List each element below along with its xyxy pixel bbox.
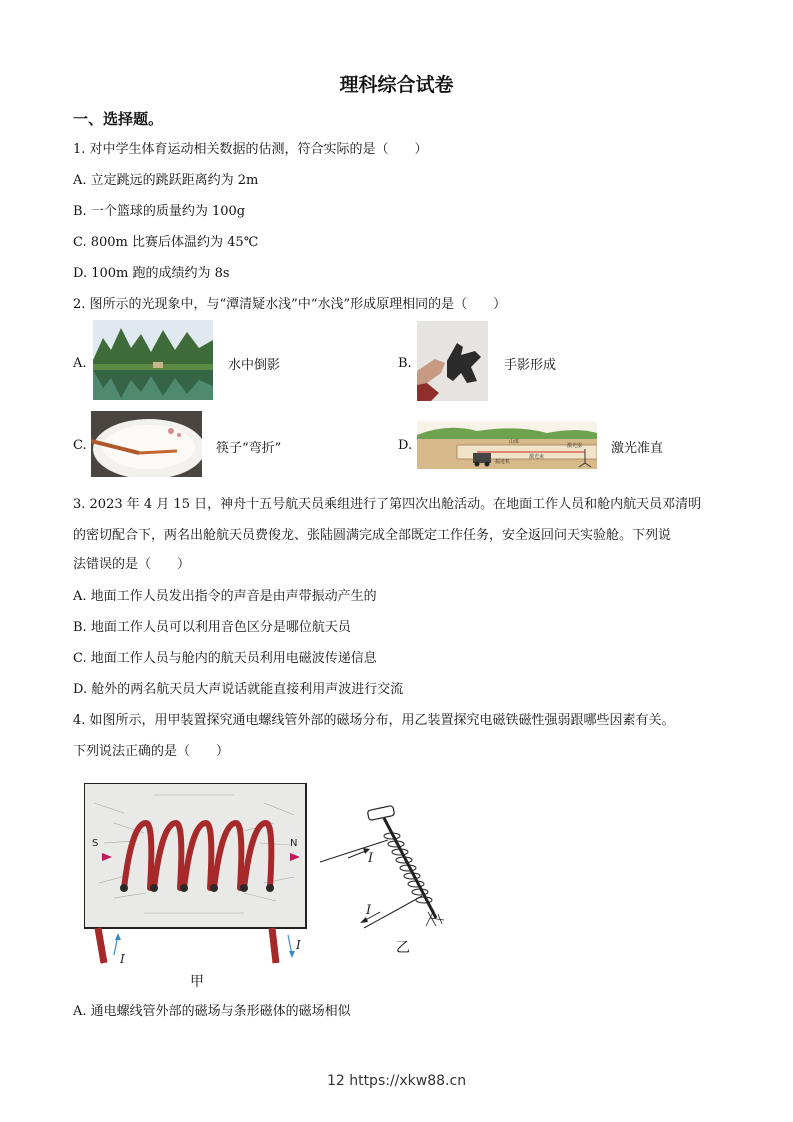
question-3-option-a: A. 地面工作人员发出指令的声音是由声带振动产生的 xyxy=(73,589,377,604)
question-4-stem-line-1: 4. 如图所示，用甲装置探究通电螺线管外部的磁场分布，用乙装置探究电磁铁磁性强弱跟哪些因素有关。 xyxy=(73,713,675,728)
question-1-option-b: B. 一个篮球的质量约为 100g xyxy=(73,204,246,219)
question-3-stem-line-3: 法错误的是（ ） xyxy=(73,557,191,572)
question-3-option-b: B. 地面工作人员可以利用音色区分是哪位航天员 xyxy=(73,620,351,635)
tunnel-label-beam: 激光束 xyxy=(529,454,545,460)
figure-jia-label: 甲 xyxy=(190,974,204,990)
solenoid-figure-jia xyxy=(84,783,309,968)
question-1-option-d: D. 100m 跑的成绩约为 8s xyxy=(73,266,230,281)
question-1-stem: 1. 对中学生体育运动相关数据的估测，符合实际的是（ ） xyxy=(73,142,428,157)
question-2-option-b-letter: B. xyxy=(398,356,412,371)
figure-yi-label: 乙 xyxy=(396,940,410,956)
question-3-stem-line-2: 的密切配合下，两名出舱航天员费俊龙、张陆圆满完成全部既定工作任务，安全返回问天实验舱。下列说 xyxy=(73,528,672,543)
question-3-option-c: C. 地面工作人员与舱内的航天员利用电磁波传递信息 xyxy=(73,651,377,666)
tunnel-label-laser: 激光器 xyxy=(567,443,583,449)
question-2-option-d-caption: 激光准直 xyxy=(611,441,664,456)
question-4-option-a: A. 通电螺线管外部的磁场与条形磁体的磁场相似 xyxy=(73,1004,351,1019)
hand-shadow-image xyxy=(417,321,488,401)
chopstick-bowl-image xyxy=(91,411,202,477)
question-4-stem-line-2: 下列说法正确的是（ ） xyxy=(73,744,230,759)
question-2-option-c-letter: C. xyxy=(73,438,87,453)
solenoid-north-label: N xyxy=(290,838,298,849)
section-heading: 一、选择题。 xyxy=(73,110,164,128)
question-2-option-b-caption: 手影形成 xyxy=(504,358,557,373)
question-2-option-c-caption: 筷子“弯折” xyxy=(216,441,282,456)
page-title: 理科综合试卷 xyxy=(339,74,454,96)
question-2-option-a-letter: A. xyxy=(73,356,87,371)
yi-current-label-bottom: I xyxy=(366,903,372,918)
electromagnet-figure-yi xyxy=(318,800,458,955)
laser-tunnel-image xyxy=(417,421,597,469)
question-3-stem-line-1: 3. 2023 年 4 月 15 日，神舟十五号航天员乘组进行了第四次出舱活动。在地面工作人员和舱内航天员邓清明 xyxy=(73,497,702,512)
question-3-option-d: D. 舱外的两名航天员大声说话就能直接利用声波进行交流 xyxy=(73,682,404,697)
current-label-left: I xyxy=(120,952,125,966)
question-2-option-a-caption: 水中倒影 xyxy=(228,358,281,373)
solenoid-south-label: S xyxy=(92,838,99,849)
current-label-right: I xyxy=(296,938,301,952)
yi-current-label-top: I xyxy=(368,851,374,866)
tunnel-label-tbm: 掘进机 xyxy=(495,459,511,465)
question-2-stem: 2. 图所示的光现象中，与“潭清疑水浅”中“水浅”形成原理相同的是（ ） xyxy=(73,297,507,312)
page-footer: 12 https://xkw88.cn xyxy=(326,1073,467,1089)
tunnel-label-mountain: 山体 xyxy=(509,439,520,445)
question-1-option-a: A. 立定跳远的跳跃距离约为 2m xyxy=(73,173,259,188)
landscape-reflection-image xyxy=(93,320,213,400)
question-2-option-d-letter: D. xyxy=(398,438,413,453)
question-1-option-c: C. 800m 比赛后体温约为 45℃ xyxy=(73,235,259,250)
